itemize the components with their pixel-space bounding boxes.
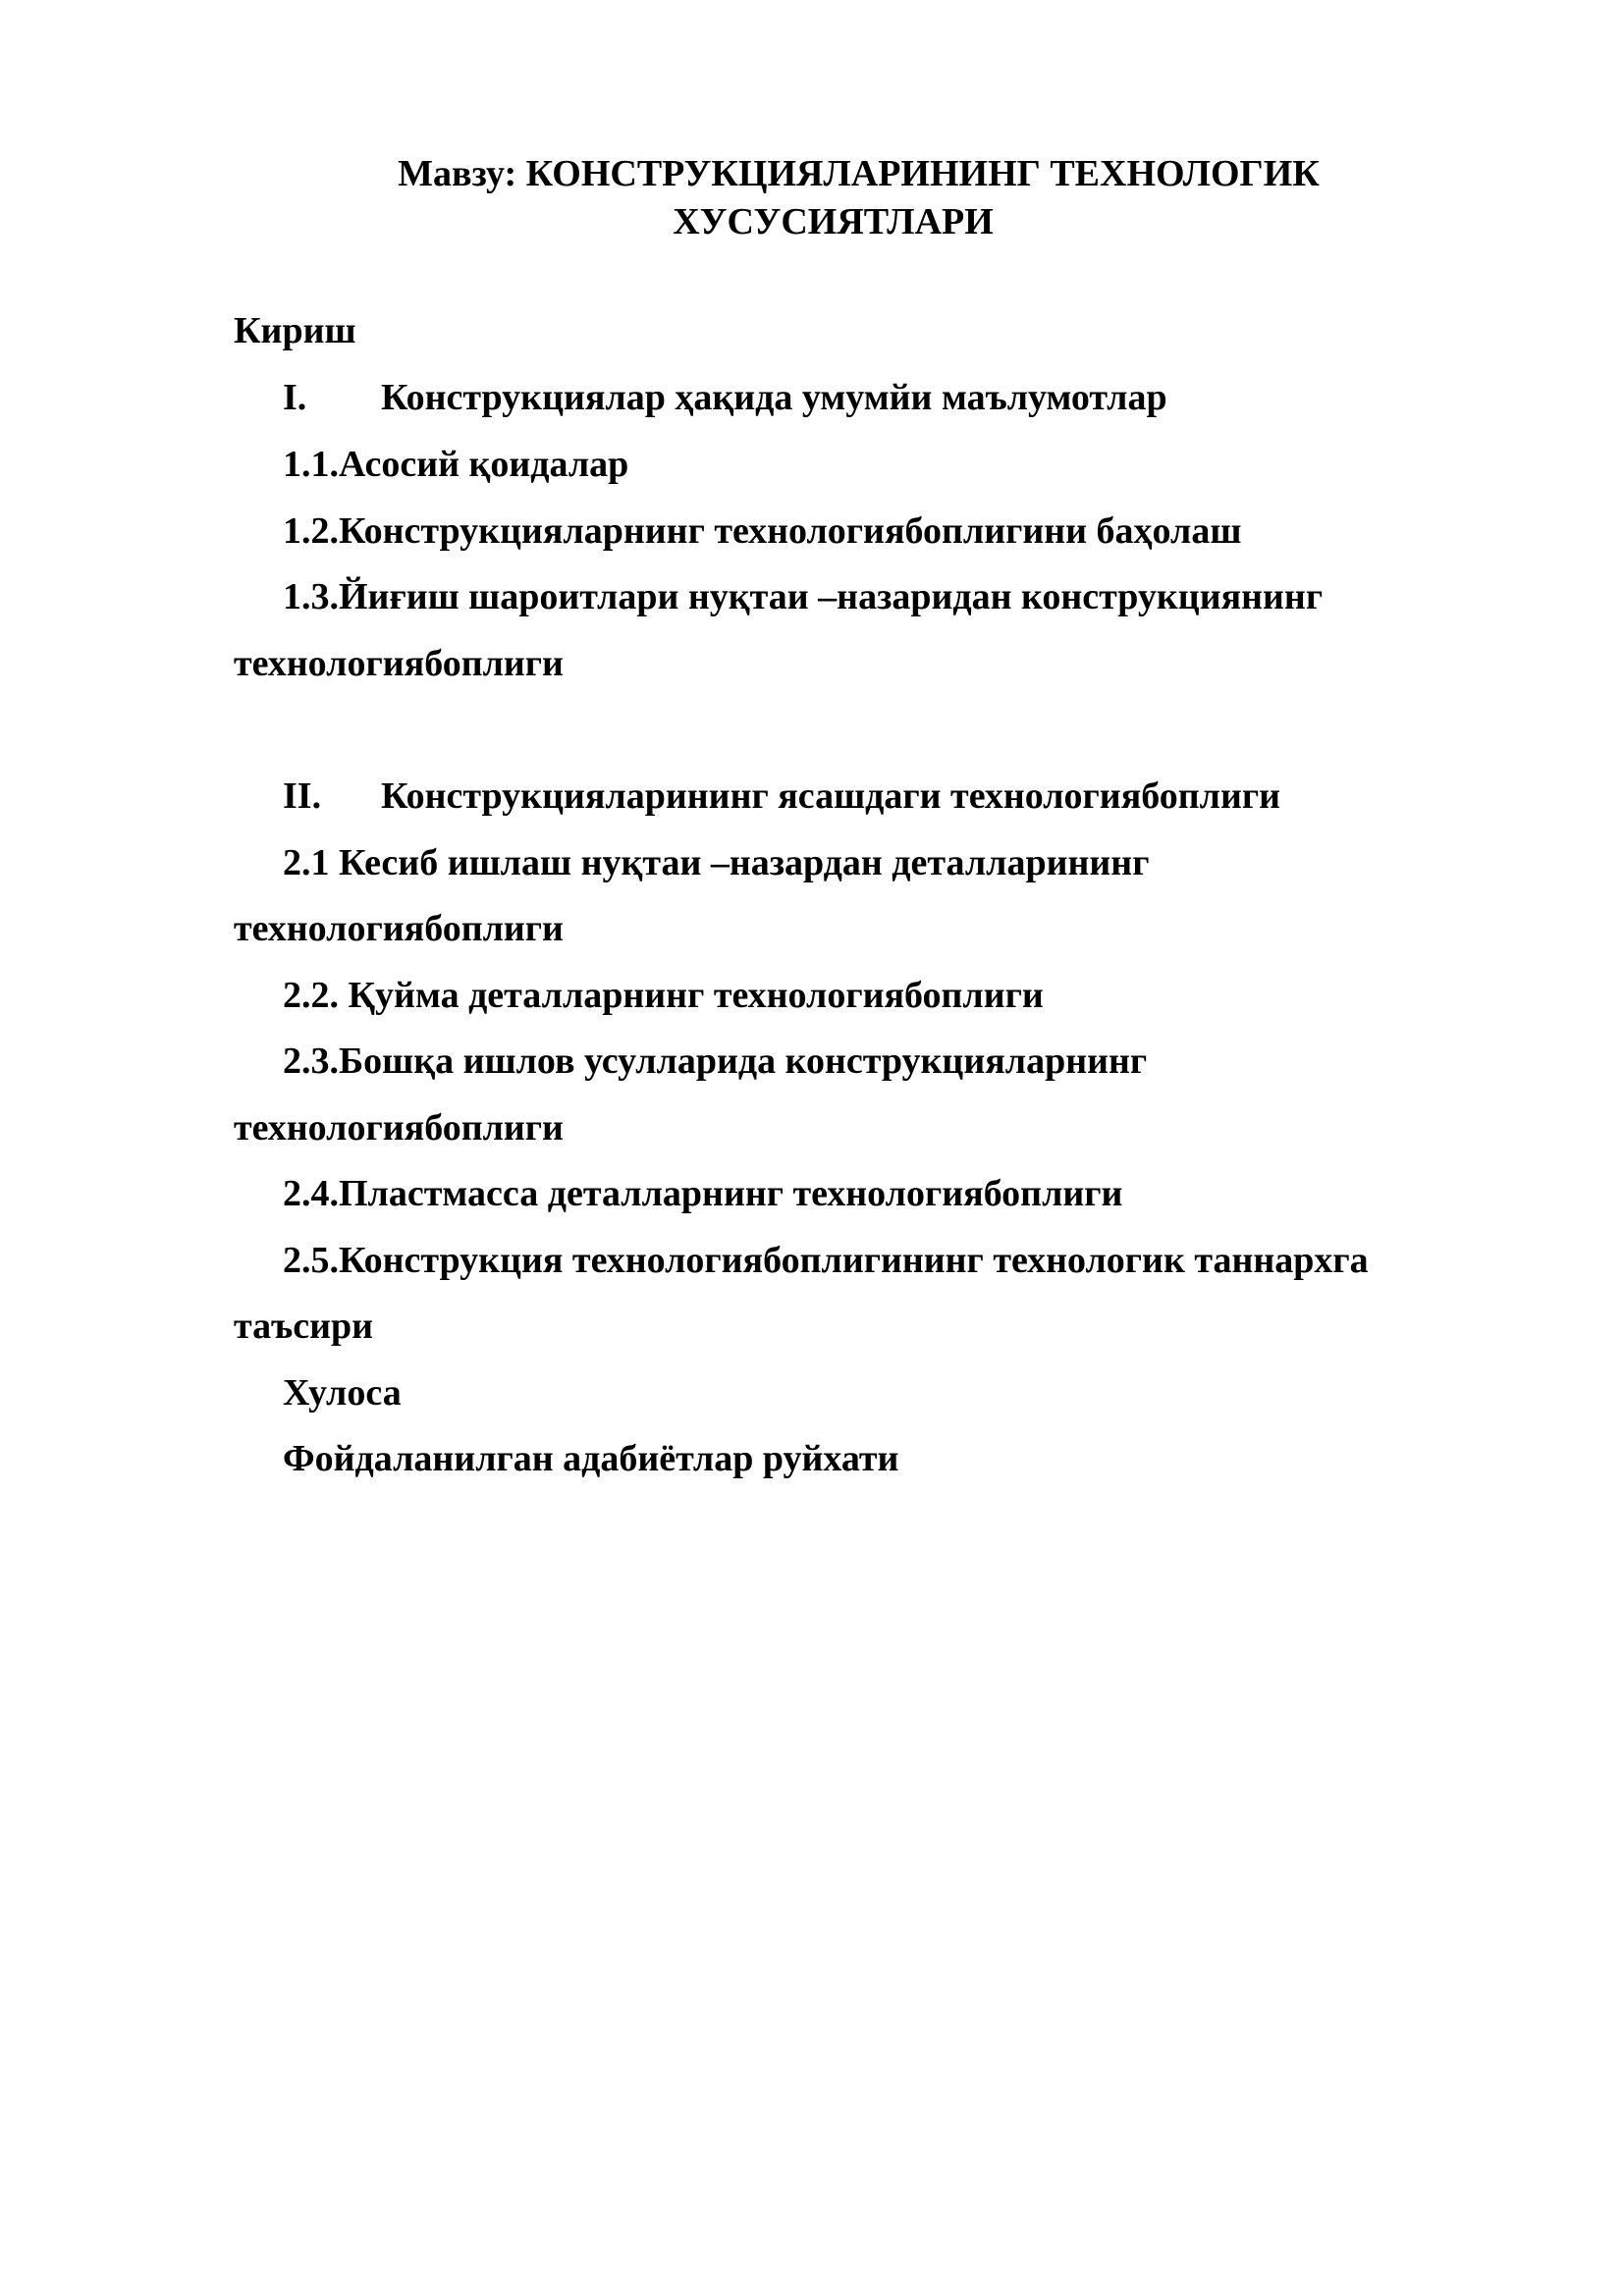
toc-conclusion: Хулоса	[283, 1372, 402, 1414]
toc-item-2-5-continued: таъсири	[234, 1306, 374, 1347]
toc-item-1-1: 1.1.Асосий қоидалар	[283, 444, 629, 485]
document-title	[0, 150, 1623, 246]
toc-item-2-3: 2.3.Бошқа ишлов усулларида конструкцияларнинг	[283, 1041, 1148, 1082]
toc-section-1-heading	[283, 375, 1167, 420]
section-1-title: Конструкциялар ҳақида умумйи маълумотлар	[381, 377, 1167, 418]
toc-section-2-heading	[283, 774, 1280, 819]
section-2-title: Конструкцияларининг ясашдаги технологиябоплиги	[381, 775, 1281, 817]
section-2-number: II.	[283, 775, 322, 817]
toc-item-2-3-continued: технологиябоплиги	[234, 1107, 564, 1148]
section-1-number: I.	[283, 377, 307, 418]
toc-item-2-1: 2.1 Кесиб ишлаш нуқтаи –назардан деталларининг	[283, 842, 1150, 883]
toc-references: Фойдаланилган адабиётлар руйхати	[283, 1438, 899, 1479]
toc-item-2-4: 2.4.Пластмасса деталларнинг технологиябоплиги	[283, 1173, 1123, 1214]
toc-item-1-3-continued: технологиябоплиги	[234, 643, 564, 684]
toc-item-1-3: 1.3.Йиғиш шароитлари нуқтаи –назаридан конструкциянинг	[283, 576, 1324, 617]
toc-item-1-2: 1.2.Конструкцияларнинг технологиябоплигини баҳолаш	[283, 510, 1242, 552]
toc-item-2-1-continued: технологиябоплиги	[234, 908, 564, 949]
toc-item-2-2: 2.2. Қуйма деталларнинг технологиябоплиги	[283, 975, 1044, 1016]
title-line-2: ХУСУСИЯТЛАРИ	[673, 201, 994, 242]
title-line-1: Мавзу: КОНСТРУКЦИЯЛАРИНИНГ ТЕХНОЛОГИК	[398, 153, 1320, 194]
toc-intro: Кириш	[234, 310, 356, 351]
toc-item-2-5: 2.5.Конструкция технологиябоплигининг технологик таннархга	[283, 1240, 1369, 1281]
